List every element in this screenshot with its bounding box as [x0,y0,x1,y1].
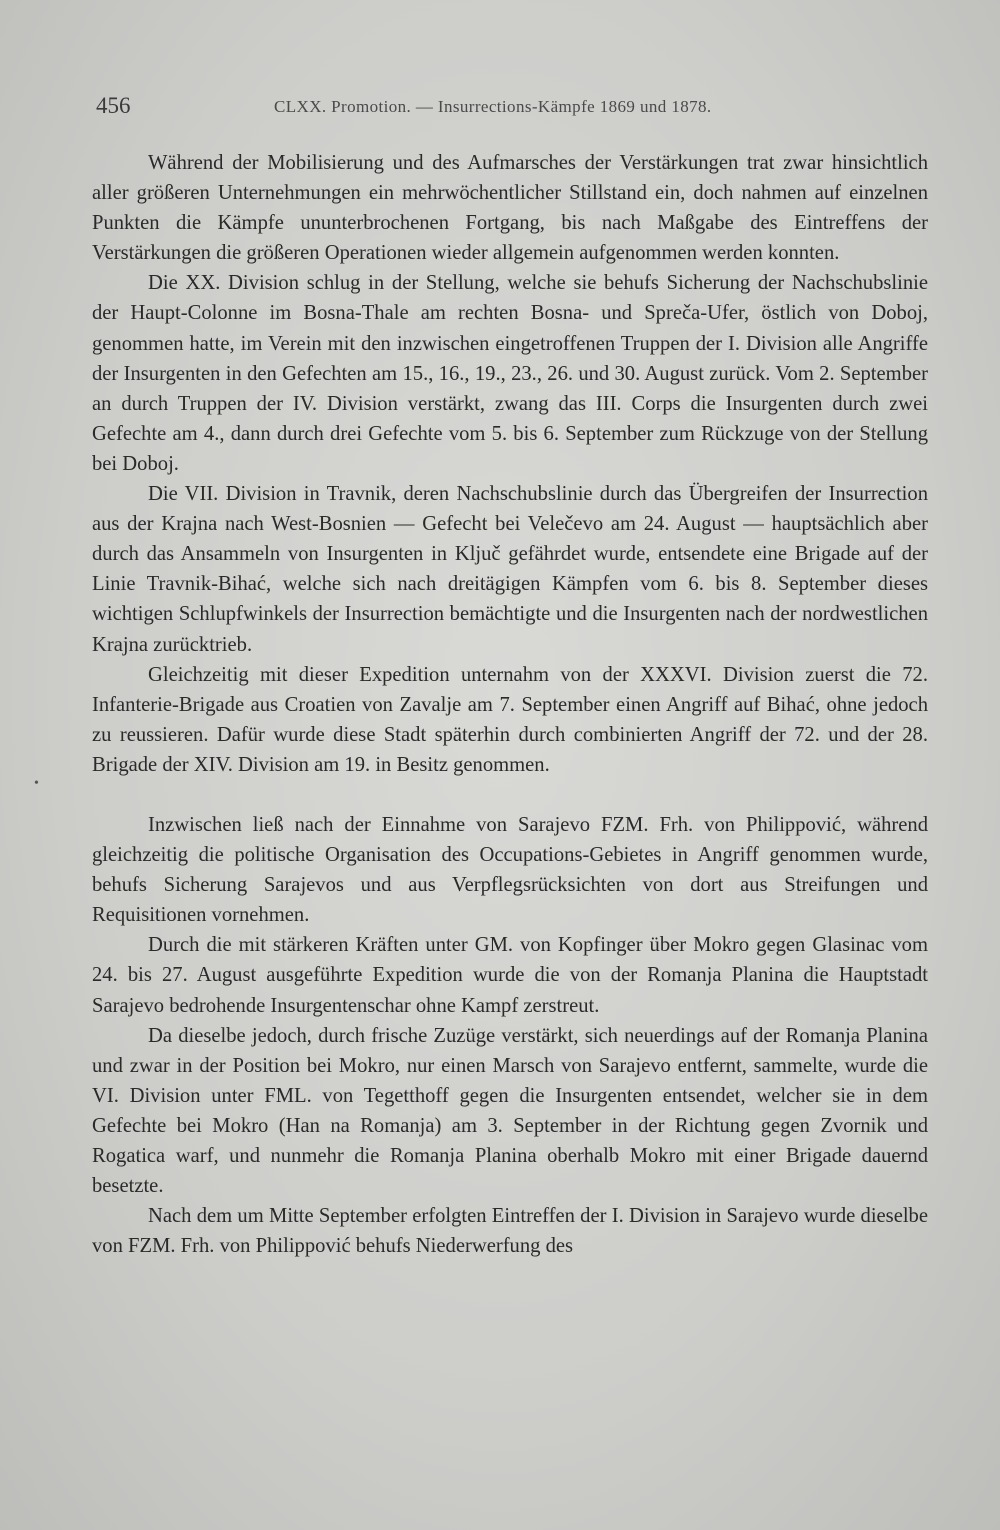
paragraph: Durch die mit stärkeren Kräften unter GM. von Kopfinger über Mokro gegen Glasinac vom 24. bis 27. August ausgeführte Expedition wurde die von der Romanja Planina die Hauptstadt Sarajevo bedrohende Insurgentenschar ohne Kampf zerstreut. [92,934,928,1017]
page-header [96,93,766,123]
paragraph: Während der Mobilisierung und des Aufmarsches der Verstärkungen trat zwar hinsichtlich aller größeren Unternehmungen ein mehrwöchentlicher Stillstand ein, doch nahmen auf einzelnen Punkten die Kämpfe ununterbrochenen Fortgang, bis nach Maßgabe des Eintreffens der Verstärkungen die größeren Operationen wieder allgemein aufgenommen werden konnten. [92,152,928,265]
section-gap [92,780,928,810]
page-number: 456 [96,93,131,118]
paragraph: Inzwischen ließ nach der Einnahme von Sarajevo FZM. Frh. von Philippović, während gleichzeitig die politische Organisation des Occupations-Gebietes in Angriff genommen wurde, behufs Sicherung Sarajevos und aus Verpflegsrücksichten von dort aus Streifungen und Requisitionen vornehmen. [92,813,928,927]
paragraph: Die VII. Division in Travnik, deren Nachschubslinie durch das Übergreifen der Insurrection aus der Krajna nach West-Bosnien — Gefecht bei Velečevo am 24. August — hauptsächlich aber durch das Ansammeln von Insurgenten in Ključ gefährdet wurde, entsendete eine Brigade auf der Linie Travnik-Bihać, welche sich nach dreitägigen Kämpfen vom 6. bis 8. September dieses wichtigen Schlupfwinkels der Insurrection bemächtigte und die Insurgenten nach der nordwestlichen Krajna zurücktrieb. [92,483,928,656]
paragraph: Da dieselbe jedoch, durch frische Zuzüge verstärkt, sich neuerdings auf der Romanja Planina und zwar in der Position bei Mokro, nur einen Marsch von Sarajevo entfernt, sammelte, wurde die VI. Division unter FML. von Tegetthoff gegen die Insurgenten entsendet, welcher sie in dem Gefechte bei Mokro (Han na Romanja) am 3. September in der Richtung gegen Zvornik und Rogatica warf, und nunmehr die Romanja Planina oberhalb Mokro mit einer Brigade dauernd besetzte. [92,1024,928,1198]
margin-mark: • [34,776,39,791]
running-head: CLXX. Promotion. — Insurrections-Kämpfe 1869 und 1878. [274,97,712,116]
paragraph: Die XX. Division schlug in der Stellung, welche sie behufs Sicherung der Nachschubslinie der Haupt-Colonne im Bosna-Thale am rechten Bosna- und Spreča-Ufer, östlich von Doboj, genommen hatte, im Verein mit den inzwischen eingetroffenen Truppen der I. Division alle Angriffe der Insurgenten in den Gefechten am 15., 16., 19., 23., 26. und 30. August zurück. Vom 2. September an durch Truppen der IV. Division verstärkt, zwang das III. Corps die Insurgenten durch zwei Gefechte am 4., dann durch drei Gefechte vom 5. bis 6. September zum Rückzuge von der Stellung bei Doboj. [92,272,928,475]
paragraph: Gleichzeitig mit dieser Expedition unternahm von der XXXVI. Division zuerst die 72. Infanterie-Brigade aus Croatien von Zavalje am 7. September einen Angriff auf Bihać, ohne jedoch zu reussieren. Dafür wurde diese Stadt späterhin durch combinierten Angriff der 72. und der 28. Brigade der XIV. Division am 19. in Besitz genommen. [92,663,928,776]
body-text [92,148,928,1261]
paragraph: Nach dem um Mitte September erfolgten Eintreffen der I. Division in Sarajevo wurde dieselbe von FZM. Frh. von Philippović behufs Niederwerfung des [92,1205,928,1258]
